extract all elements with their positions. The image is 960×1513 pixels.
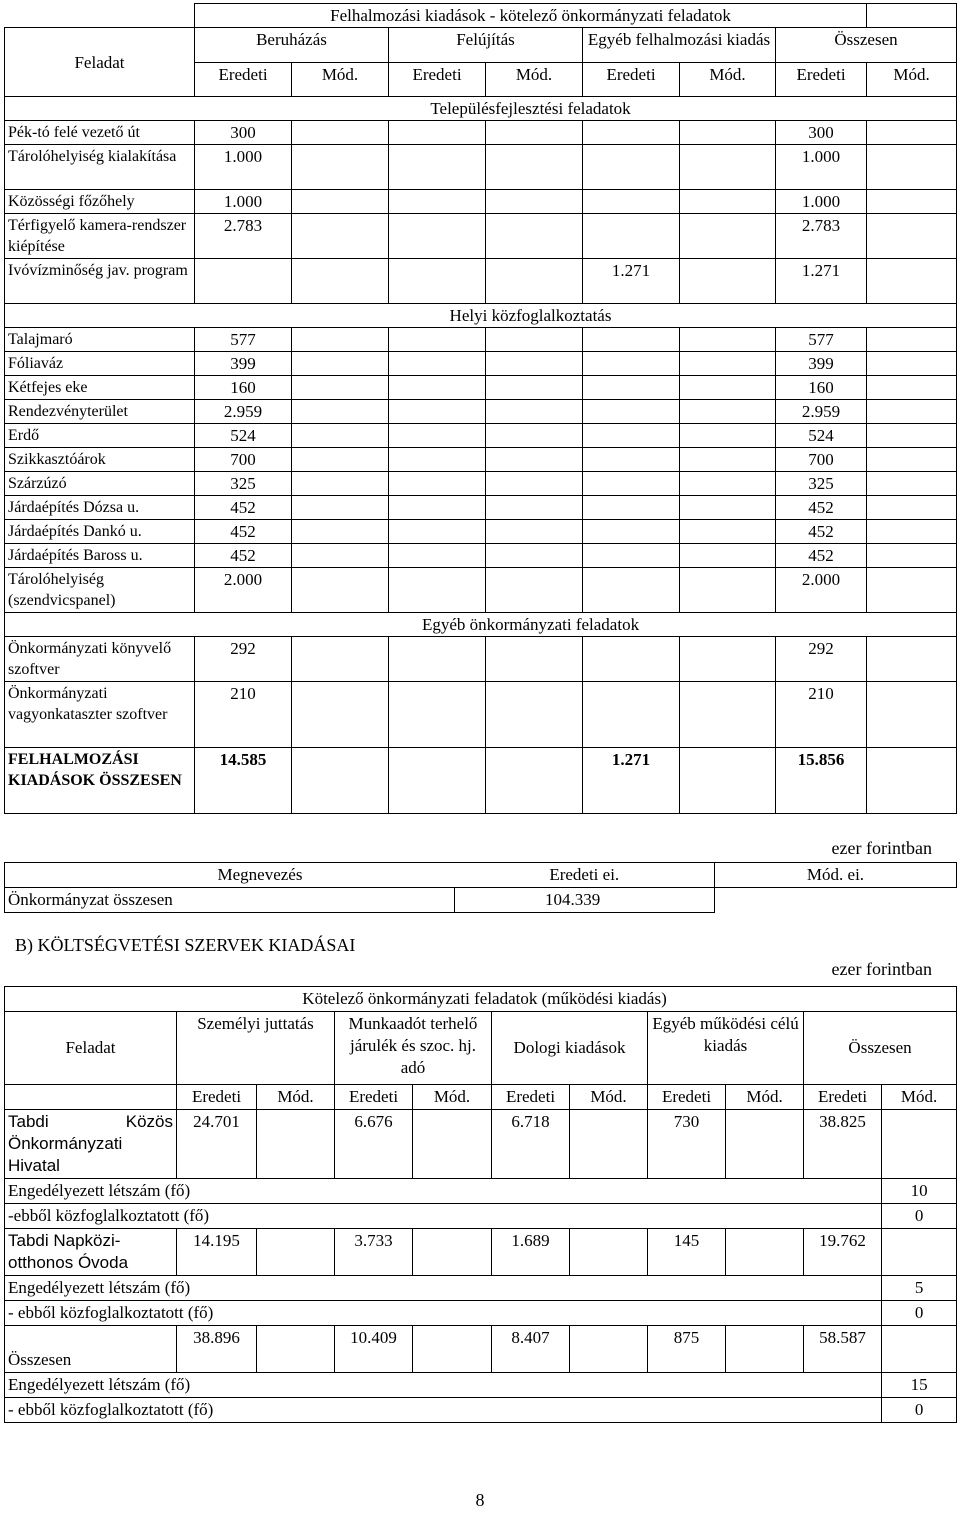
row-label: - ebből közfoglalkoztatott (fő) (5, 1398, 882, 1423)
sub-eredeti: Eredeti (804, 1085, 882, 1110)
col-header-beruhazas: Beruházás (195, 28, 389, 63)
cell-value: 452 (776, 496, 867, 520)
table-row (5, 1301, 957, 1326)
row-label: Járdaépítés Dankó u. (5, 520, 195, 544)
row-label: Rendezvényterület (5, 400, 195, 424)
budget-organs-table (4, 986, 957, 1423)
cell-value: 2.000 (195, 568, 292, 613)
cell-value: 452 (195, 520, 292, 544)
cell-value: 0 (882, 1204, 957, 1229)
unit-label: ezer forintban (831, 959, 932, 979)
total-value: 15.856 (776, 748, 867, 814)
row-label: Közösségi főzőhely (5, 190, 195, 214)
table-row (5, 448, 957, 472)
table-row (5, 472, 957, 496)
cell-value: 210 (776, 682, 867, 748)
table-row (5, 637, 957, 682)
total-value: 58.587 (804, 1326, 882, 1373)
col-header-feladat: Feladat (5, 28, 195, 97)
table-row (5, 544, 957, 568)
table-row (5, 400, 957, 424)
row-label: Talajmaró (5, 328, 195, 352)
sub-mod: Mód. (292, 63, 389, 97)
sub-eredeti: Eredeti (177, 1085, 257, 1110)
table-row (5, 496, 957, 520)
cell-value (715, 888, 957, 913)
row-label: - ebből közfoglalkoztatott (fő) (5, 1301, 882, 1326)
sub-eredeti: Eredeti (492, 1085, 570, 1110)
cell-value: 5 (882, 1276, 957, 1301)
sub-eredeti: Eredeti (389, 63, 486, 97)
cell-value: 292 (195, 637, 292, 682)
sub-mod: Mód. (680, 63, 776, 97)
sub-eredeti: Eredeti (583, 63, 680, 97)
cell-value: 2.783 (776, 214, 867, 259)
table-title: Felhalmozási kiadások - kötelező önkormányzati feladatok (195, 4, 867, 28)
cell-value: 577 (195, 328, 292, 352)
sub-eredeti: Eredeti (648, 1085, 726, 1110)
row-label: Kétfejes eke (5, 376, 195, 400)
cell-value: 210 (195, 682, 292, 748)
header-mod: Mód. ei. (715, 863, 957, 888)
row-label: Engedélyezett létszám (fő) (5, 1179, 882, 1204)
row-label: Fóliaváz (5, 352, 195, 376)
sub-mod: Mód. (726, 1085, 804, 1110)
row-label: Engedélyezett létszám (fő) (5, 1276, 882, 1301)
cell-value: 292 (776, 637, 867, 682)
municipality-summary-table (4, 862, 957, 913)
table-row (5, 1110, 957, 1179)
table-row (5, 1179, 957, 1204)
cell-value: 1.000 (776, 145, 867, 190)
section-title: Helyi közfoglalkoztatás (449, 306, 612, 325)
row-label: Szikkasztóárok (5, 448, 195, 472)
cell-value: 2.959 (195, 400, 292, 424)
header-eredeti: Eredeti ei. (455, 863, 715, 888)
cell-value: 1.000 (195, 190, 292, 214)
row-label: Önkormányzat összesen (5, 888, 455, 913)
col-header-osszesen: Összesen (804, 1012, 957, 1085)
row-label: Tabdi Napközi-otthonos Óvoda (5, 1229, 177, 1276)
cell-value: 6.718 (492, 1110, 570, 1179)
table-row (5, 376, 957, 400)
cell-value: 325 (776, 472, 867, 496)
row-label: Önkormányzati vagyonkataszter szoftver (5, 682, 195, 748)
cell-value: 730 (648, 1110, 726, 1179)
row-label: Járdaépítés Dózsa u. (5, 496, 195, 520)
cell-value: 524 (195, 424, 292, 448)
total-value: 10.409 (335, 1326, 413, 1373)
table-row (5, 1276, 957, 1301)
table-row-total (5, 748, 957, 814)
row-label (5, 1110, 177, 1179)
cell-value: 10 (882, 1179, 957, 1204)
cell-value: 24.701 (177, 1110, 257, 1179)
row-label: -ebből közfoglalkoztatott (fő) (5, 1204, 882, 1229)
table-row (5, 1398, 957, 1423)
cell-value: 577 (776, 328, 867, 352)
cell-value: 1.271 (776, 259, 867, 304)
section-title: Településfejlesztési feladatok (430, 99, 631, 118)
row-label: Tárolóhelyiség (szendvicspanel) (5, 568, 195, 613)
cell-value: 452 (195, 496, 292, 520)
col-header-szemelyi: Személyi juttatás (177, 1012, 335, 1085)
page-number: 8 (475, 1490, 485, 1510)
cell-value: 700 (195, 448, 292, 472)
table-row (5, 520, 957, 544)
cell-value: 1.000 (776, 190, 867, 214)
col-header-osszesen: Összesen (776, 28, 957, 63)
cell-value: 6.676 (335, 1110, 413, 1179)
cell-value: 524 (776, 424, 867, 448)
cell-value: 1.689 (492, 1229, 570, 1276)
total-label: FELHALMOZÁSI KIADÁSOK ÖSSZESEN (5, 748, 195, 814)
sub-eredeti: Eredeti (776, 63, 867, 97)
row-label: Pék-tó felé vezető út (5, 121, 195, 145)
table-row (5, 1204, 957, 1229)
total-value: 1.271 (583, 748, 680, 814)
cell-value: 399 (776, 352, 867, 376)
sub-mod: Mód. (413, 1085, 492, 1110)
row-label: Szárzúzó (5, 472, 195, 496)
row-label: Ivóvízminőség jav. program (5, 259, 195, 304)
total-label: Összesen (5, 1326, 177, 1373)
unit-label: ezer forintban (831, 838, 932, 858)
cell-value: 160 (195, 376, 292, 400)
cell-value: 160 (776, 376, 867, 400)
cell-value: 15 (882, 1373, 957, 1398)
total-value: 875 (648, 1326, 726, 1373)
cell-value: 14.195 (177, 1229, 257, 1276)
row-label: Önkormányzati könyvelő szoftver (5, 637, 195, 682)
section-b-title: B) KÖLTSÉGVETÉSI SZERVEK KIADÁSAI (15, 935, 356, 955)
cell-value: 0 (882, 1301, 957, 1326)
table-row (5, 121, 957, 145)
total-value: 38.896 (177, 1326, 257, 1373)
row-label-part: Önkormányzati Hivatal (8, 1134, 123, 1175)
table-row (5, 682, 957, 748)
row-label-part: Tabdi (8, 1112, 49, 1131)
total-value: 14.585 (195, 748, 292, 814)
section-title: Egyéb önkormányzati feladatok (421, 615, 640, 634)
sub-mod: Mód. (882, 1085, 957, 1110)
cell-value: 300 (776, 121, 867, 145)
col-header-egyeb: Egyéb felhalmozási kiadás (583, 28, 776, 63)
cell-value: 145 (648, 1229, 726, 1276)
sub-mod: Mód. (570, 1085, 648, 1110)
col-header-munkaado: Munkaadót terhelő járulék és szoc. hj. adó (335, 1012, 492, 1085)
sub-mod: Mód. (257, 1085, 335, 1110)
cell-value: 300 (195, 121, 292, 145)
table-row (5, 190, 957, 214)
col-header-feladat: Feladat (5, 1012, 177, 1085)
cell-value: 2.000 (776, 568, 867, 613)
cell-value: 1.271 (583, 259, 680, 304)
table-row (5, 259, 957, 304)
table-row (5, 352, 957, 376)
row-label: Tárolóhelyiség kialakítása (5, 145, 195, 190)
sub-mod: Mód. (867, 63, 957, 97)
cell-value: 399 (195, 352, 292, 376)
row-label: Járdaépítés Baross u. (5, 544, 195, 568)
table-row (5, 145, 957, 190)
row-label: Engedélyezett létszám (fő) (5, 1373, 882, 1398)
table-row (5, 1229, 957, 1276)
cell-value: 1.000 (195, 145, 292, 190)
row-label-part: Közös (125, 1112, 173, 1131)
cell-value: 104.339 (455, 888, 715, 913)
table-row (5, 214, 957, 259)
col-header-felujitas: Felújítás (389, 28, 583, 63)
cell-value: 700 (776, 448, 867, 472)
table-row (5, 1373, 957, 1398)
table-row (5, 424, 957, 448)
cell-value: 452 (776, 544, 867, 568)
col-header-egyeb: Egyéb működési célú kiadás (648, 1012, 804, 1085)
row-label: Térfigyelő kamera-rendszer kiépítése (5, 214, 195, 259)
col-header-dologi: Dologi kiadások (492, 1012, 648, 1085)
cell-value: 19.762 (804, 1229, 882, 1276)
sub-eredeti: Eredeti (335, 1085, 413, 1110)
header-megnevezes: Megnevezés (215, 863, 455, 888)
cell-value: 2.959 (776, 400, 867, 424)
cell-value: 452 (776, 520, 867, 544)
cell-value: 3.733 (335, 1229, 413, 1276)
total-value: 8.407 (492, 1326, 570, 1373)
table-row (5, 888, 957, 913)
cell-value: 38.825 (804, 1110, 882, 1179)
cell-value: 2.783 (195, 214, 292, 259)
row-label: Erdő (5, 424, 195, 448)
sub-mod: Mód. (486, 63, 583, 97)
capital-expenditure-table (4, 3, 957, 814)
cell-value: 452 (195, 544, 292, 568)
table-row (5, 328, 957, 352)
cell-value: 0 (882, 1398, 957, 1423)
table-row-total (5, 1326, 957, 1373)
sub-eredeti: Eredeti (195, 63, 292, 97)
table-row (5, 568, 957, 613)
cell-value: 325 (195, 472, 292, 496)
table-title: Kötelező önkormányzati feladatok (működési kiadás) (177, 987, 726, 1012)
